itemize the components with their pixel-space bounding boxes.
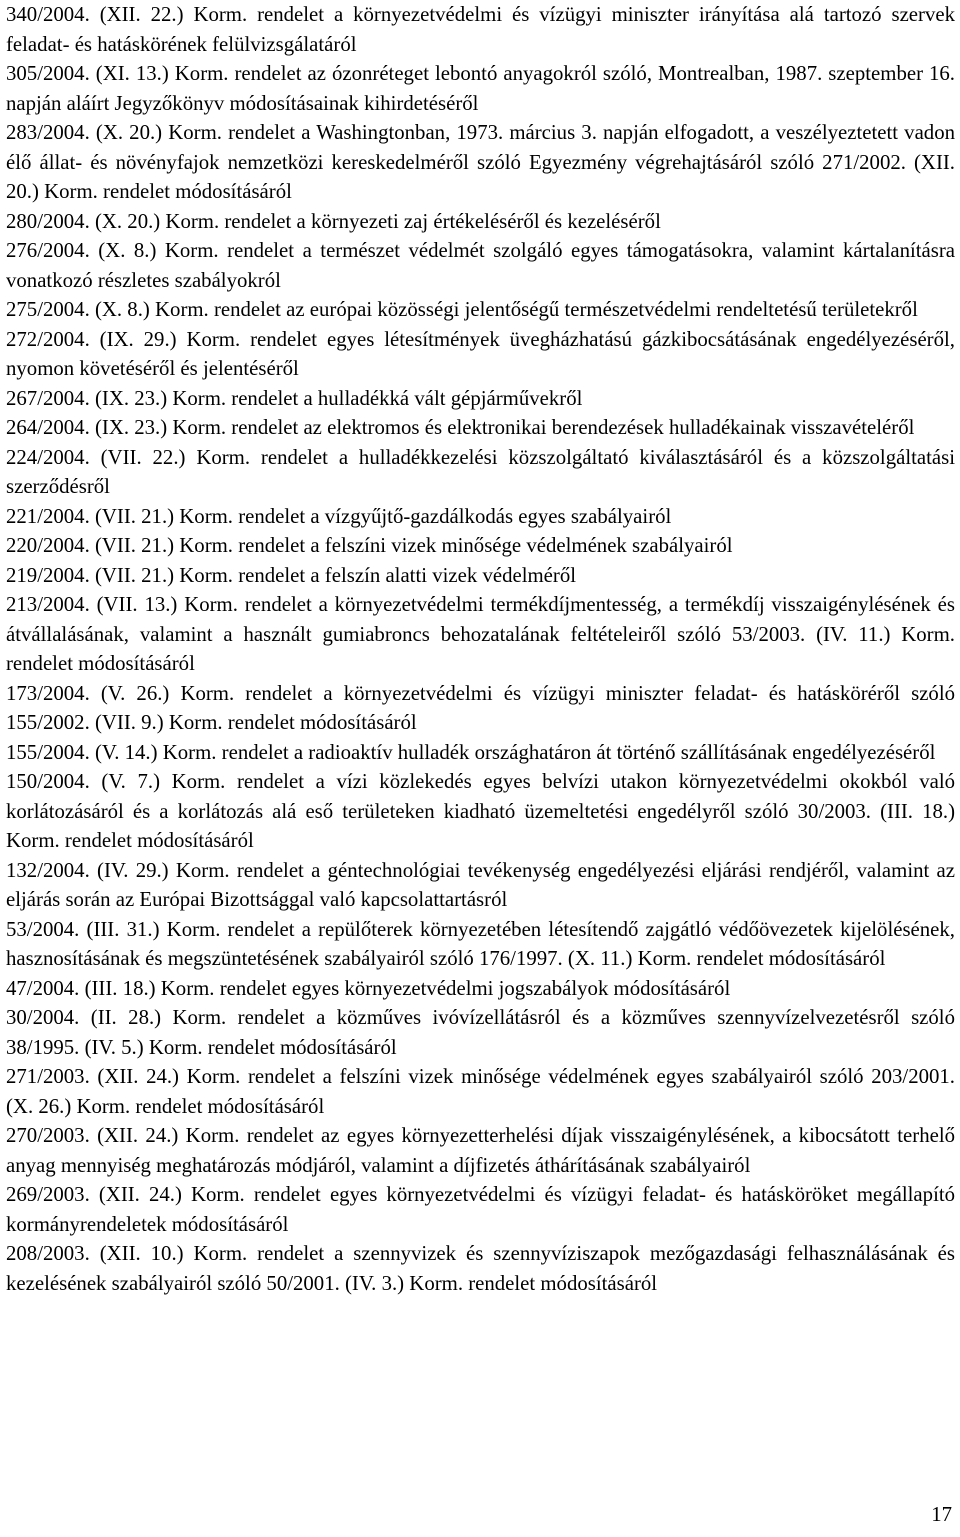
list-item [6, 384, 955, 414]
decree-reference: 275/2004. (X. 8.) Korm. rendelet [6, 298, 281, 321]
document-body [6, 0, 955, 1298]
list-item [6, 1121, 955, 1180]
page-number: 17 [931, 1503, 952, 1526]
decree-title: a hulladékká vált gépjárművekről [303, 386, 583, 410]
decree-reference: 150/2004. (V. 7.) Korm. rendelet [6, 770, 304, 793]
list-item [6, 738, 955, 768]
decree-reference: 270/2003. (XII. 24.) Korm. rendelet [6, 1124, 314, 1147]
decree-title: a géntechnológiai tevékenység engedélyezési eljárási rendjéről, valamint az eljárás során az Európai Bizottsággal való kapcsolattartásról [6, 858, 956, 911]
list-item [6, 915, 955, 974]
list-item [6, 502, 955, 532]
decree-title: egyes környezetvédelmi jogszabályok módosításáról [291, 976, 731, 1000]
list-item [6, 531, 955, 561]
decree-title: az európai közösségi jelentőségű természetvédelmi rendeltetésű területekről [286, 298, 918, 321]
list-item [6, 236, 955, 295]
list-item [6, 325, 955, 384]
decree-title: a vízi közlekedés egyes belvízi utakon környezetvédelmi okokból való korlátozásáról és a korlátozás alá eső területeken kiadható üzemeltetési engedélyről szóló 30/2003. (III. 18.) Korm. rendelet módosításáról [6, 770, 955, 852]
decree-reference: 173/2004. (V. 26.) Korm. rendelet [6, 681, 313, 705]
decree-title: a természet védelmét szolgáló egyes támogatásokra, valamint kártalanításra vonatkozó részletes szabályokról [6, 239, 956, 292]
decree-title: a Washingtonban, 1973. március 3. napján elfogadott, a veszélyeztetett vadon élő állat- és növényfajok nemzetközi kereskedelméről szóló Egyezmény végrehajtásáról szóló 271/2002. (XII. 20.) Korm. rendelet módosításáról [6, 121, 955, 203]
decree-reference: 269/2003. (XII. 24.) Korm. rendelet [6, 1183, 321, 1206]
list-item [6, 974, 955, 1004]
decree-reference: 276/2004. (X. 8.) Korm. rendelet [6, 239, 295, 262]
decree-reference: 47/2004. (III. 18.) Korm. rendelet [6, 976, 287, 1000]
decree-title: egyes környezetvédelmi és vízügyi feladat- és hatásköröket megállapító kormányrendeletek módosításáról [6, 1183, 956, 1236]
decree-reference: 267/2004. (IX. 23.) Korm. rendelet [6, 386, 299, 410]
decree-title: a környezetvédelmi és vízügyi miniszter feladat- és hatásköréről szóló 155/2002. (VII. 9.) Korm. rendelet módosításáról [6, 681, 956, 734]
list-item [6, 207, 955, 237]
decree-reference: 280/2004. (X. 20.) Korm. rendelet [6, 209, 292, 233]
list-item [6, 118, 955, 207]
decree-title: a közműves ivóvízellátásról és a közműves szennyvízelvezetésről szóló 38/1995. (IV. 5.) Korm. rendelet módosításáról [6, 1006, 955, 1059]
decree-reference: 264/2004. (IX. 23.) Korm. rendelet [6, 416, 299, 439]
decree-title: az ózonréteget lebontó anyagokról szóló, Montrealban, 1987. szeptember 16. napján aláírt Jegyzőkönyv módosításainak kihirdetéséről [6, 62, 955, 115]
decree-reference: 272/2004. (IX. 29.) Korm. rendelet [6, 327, 318, 351]
decree-title: egyes létesítmények üvegházhatású gázkibocsátásának engedélyezéséről, nyomon követéséről és jelentéséről [6, 327, 955, 380]
decree-title: a környezetvédelmi termékdíjmentesség, a termékdíj visszaigénylésének és átvállalásának, valamint a használt gumiabroncs behozatalának feltételeiről szóló 53/2003. (IV. 11.) Korm. rendelet módosításáról [6, 593, 955, 675]
decree-title: a felszíni vizek minősége védelmének egyes szabályairól szóló 203/2001. (X. 26.) Korm. rendelet módosításáról [6, 1065, 955, 1118]
decree-title: a felszíni vizek minősége védelmének szabályairól [310, 534, 733, 557]
decree-title: az egyes környezetterhelési díjak visszaigénylésének, a kibocsátott terhelő anyag mennyiség meghatározás módjáról, valamint a díjfizetés áthárításának szabályairól [6, 1124, 956, 1177]
list-item [6, 856, 955, 915]
decree-reference: 53/2004. (III. 31.) Korm. rendelet [6, 917, 295, 941]
list-item [6, 1180, 955, 1239]
list-item [6, 413, 955, 443]
decree-title: a környezetvédelmi és vízügyi miniszter irányítása alá tartozó szervek feladat- és hatáskörének felülvizsgálatáról [6, 3, 955, 56]
list-item [6, 443, 955, 502]
decree-title: a hulladékkezelési közszolgáltató kiválasztásáról és a közszolgáltatási szerződésről [6, 445, 955, 498]
list-item [6, 590, 955, 679]
decree-title: a felszín alatti vizek védelméről [310, 563, 576, 587]
list-item [6, 0, 955, 59]
decree-reference: 340/2004. (XII. 22.) Korm. rendelet [6, 3, 325, 26]
list-item [6, 561, 955, 591]
decree-reference: 221/2004. (VII. 21.) Korm. rendelet [6, 504, 306, 528]
decree-reference: 220/2004. (VII. 21.) Korm. rendelet [6, 534, 306, 557]
list-item [6, 679, 955, 738]
list-item [6, 1062, 955, 1121]
decree-title: a radioaktív hulladék országhatáron át történő szállításának engedélyezéséről [293, 740, 936, 764]
decree-title: a vízgyűjtő-gazdálkodás egyes szabályairól [310, 504, 672, 528]
list-item [6, 1239, 955, 1298]
decree-reference: 305/2004. (XI. 13.) Korm. rendelet [6, 62, 302, 85]
decree-title: a környezeti zaj értékeléséről és kezeléséről [296, 209, 661, 233]
decree-reference: 271/2003. (XII. 24.) Korm. rendelet [6, 1065, 315, 1088]
decree-reference: 30/2004. (II. 28.) Korm. rendelet [6, 1006, 305, 1029]
decree-reference: 213/2004. (VII. 13.) Korm. rendelet [6, 593, 312, 616]
decree-title: a repülőterek környezetében létesítendő zajgátló védőövezetek kijelölésének, hasznosításának és megszüntetésének szabályairól szóló 176/1997. (X. 11.) Korm. rendelet módosításáról [6, 917, 955, 970]
list-item [6, 295, 955, 325]
list-item [6, 1003, 955, 1062]
list-item [6, 767, 955, 856]
decree-reference: 219/2004. (VII. 21.) Korm. rendelet [6, 563, 306, 587]
list-item [6, 59, 955, 118]
decree-reference: 208/2003. (XII. 10.) Korm. rendelet [6, 1242, 325, 1265]
decree-title: a szennyvizek és szennyvíziszapok mezőgazdasági felhasználásának és kezelésének szabályairól szóló 50/2001. (IV. 3.) Korm. rendelet módosításáról [6, 1242, 955, 1295]
decree-reference: 132/2004. (IV. 29.) Korm. rendelet [6, 858, 304, 882]
decree-reference: 283/2004. (X. 20.) Korm. rendelet [6, 121, 296, 144]
decree-reference: 155/2004. (V. 14.) Korm. rendelet [6, 740, 289, 764]
decree-reference: 224/2004. (VII. 22.) Korm. rendelet [6, 445, 328, 469]
decree-title: az elektromos és elektronikai berendezések hulladékainak visszavételéről [303, 416, 915, 439]
